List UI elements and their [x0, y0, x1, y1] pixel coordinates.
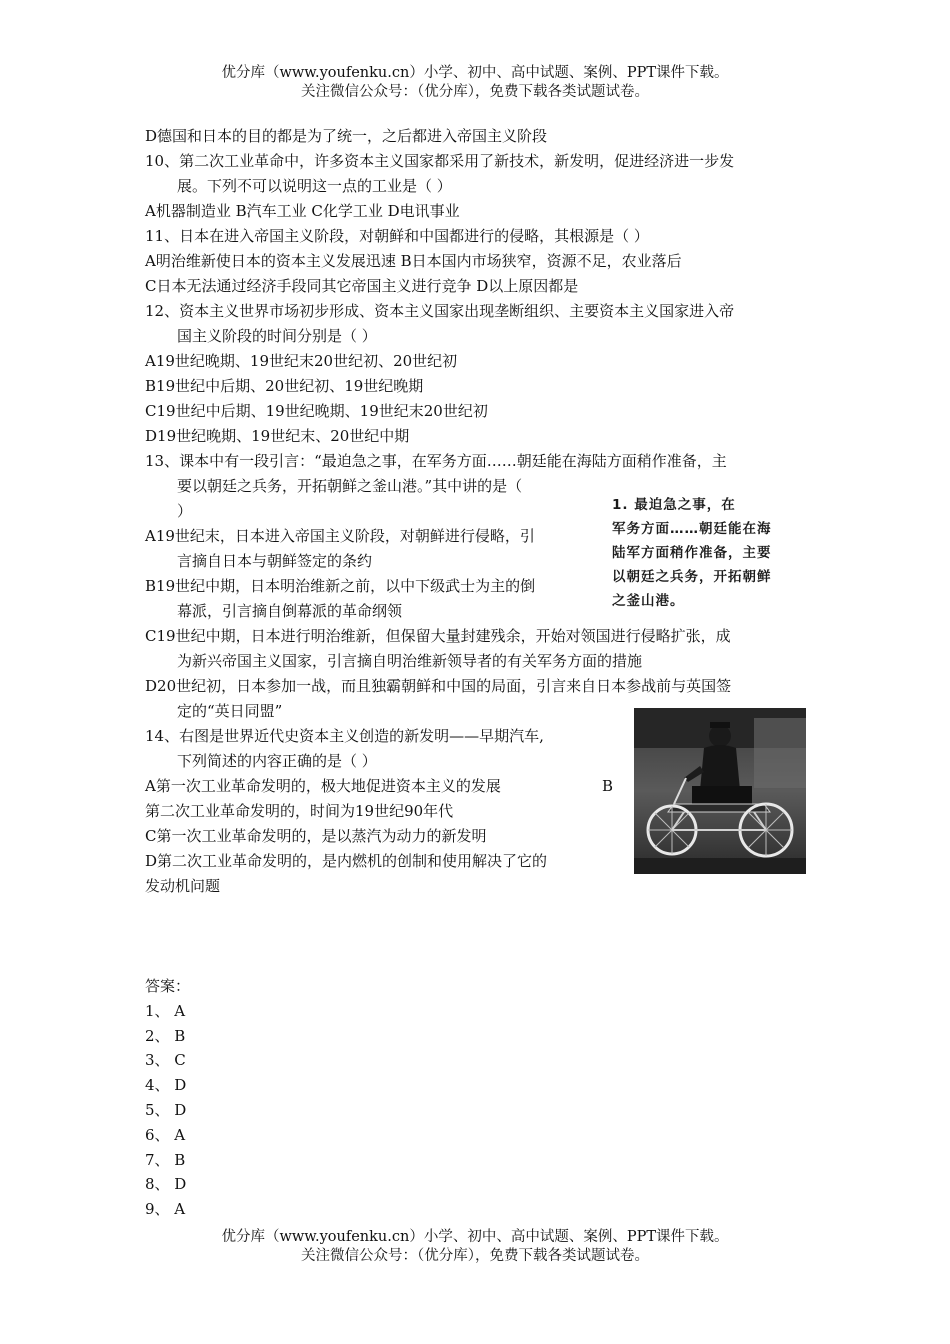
quote-line: 军务方面……朝廷能在海	[612, 521, 772, 537]
q11-options-cd: C日本无法通过经济手段同其它帝国主义进行竞争 D以上原因都是	[145, 277, 579, 295]
q10-stem-2: 展。下列不可以说明这一点的工业是（ ）	[177, 177, 452, 195]
q13-stem-1: 13、课本中有一段引言：“最迫急之事，在军务方面……朝廷能在海陆方面稍作准备，主	[145, 452, 727, 470]
q10-options: A机器制造业 B汽车工业 C化学工业 D电讯事业	[145, 202, 460, 220]
q13-stem-2: 要以朝廷之兵务，开拓朝鲜之釜山港。”其中讲的是（	[177, 477, 523, 495]
answer-section	[145, 974, 809, 1222]
page-header	[0, 64, 950, 102]
answer-item: 5、 D	[145, 1100, 187, 1119]
early-automobile-photo	[634, 708, 806, 874]
q13-option-c-2: 为新兴帝国主义国家，引言摘自明治维新领导者的有关军务方面的措施	[177, 652, 643, 670]
quote-line: 以朝廷之兵务，开拓朝鲜	[612, 569, 772, 585]
q12-stem-1: 12、资本主义世界市场初步形成、资本主义国家出现垄断组织、主要资本主义国家进入帝	[145, 302, 735, 320]
q14-option-a: A第一次工业革命发明的，极大地促进资本主义的发展	[145, 777, 501, 795]
answer-item: 3、 C	[145, 1051, 186, 1070]
footer-line-1: 优分库（www.youfenku.cn）小学、初中、高中试题、案例、PPT课件下载。	[221, 1229, 729, 1245]
q13-option-b-1: B19世纪中期，日本明治维新之前，以中下级武士为主的倒	[145, 577, 536, 595]
q13-option-a-2: 言摘自日本与朝鲜签定的条约	[177, 552, 373, 570]
header-line-2: 关注微信公众号：（优分库），免费下载各类试题试卷。	[301, 84, 649, 100]
answer-item: 4、 D	[145, 1076, 187, 1095]
answer-item: 9、 A	[145, 1200, 186, 1219]
q12-option-b: B19世纪中后期、20世纪初、19世纪晚期	[145, 377, 424, 395]
q12-option-d: D19世纪晚期、19世纪末、20世纪中期	[145, 427, 410, 445]
page-footer	[0, 1228, 950, 1266]
q14-option-d-1: D第二次工业革命发明的，是内燃机的创制和使用解决了它的	[145, 852, 548, 870]
q14-option-d-2: 发动机问题	[145, 877, 221, 895]
quote-line: 之釜山港。	[612, 593, 685, 609]
answer-item: 6、 A	[145, 1125, 186, 1144]
q13-option-a-1: A19世纪末，日本进入帝国主义阶段，对朝鲜进行侵略，引	[145, 527, 535, 545]
q11-stem: 11、日本在进入帝国主义阶段，对朝鲜和中国都进行的侵略，其根源是（ ）	[145, 227, 649, 245]
q13-option-c-1: C19世纪中期，日本进行明治维新，但保留大量封建残余，开始对领国进行侵略扩张，成	[145, 627, 731, 645]
quote-excerpt-image	[612, 493, 802, 613]
q11-options-ab: A明治维新使日本的资本主义发展迅速 B日本国内市场狭窄，资源不足，农业落后	[145, 252, 682, 270]
q9-option-d: D德国和日本的目的都是为了统一，之后都进入帝国主义阶段	[145, 127, 548, 145]
car-photo-drawing	[634, 708, 806, 874]
q14-option-c: C第一次工业革命发明的，是以蒸汽为动力的新发明	[145, 827, 487, 845]
q13-option-d-2: 定的“英日同盟”	[177, 702, 283, 720]
q13-option-d-1: D20世纪初，日本参加一战，而且独霸朝鲜和中国的局面，引言来自日本参战前与英国签	[145, 677, 732, 695]
answer-item: 1、 A	[145, 1001, 186, 1020]
q13-stem-3: ）	[177, 502, 193, 520]
document-body	[145, 124, 809, 1222]
q12-stem-2: 国主义阶段的时间分别是（ ）	[177, 327, 377, 345]
q12-option-a: A19世纪晚期、19世纪末20世纪初、20世纪初	[145, 352, 458, 370]
q14-stem-1: 14、右图是世界近代史资本主义创造的新发明——早期汽车,	[145, 727, 544, 745]
footer-line-2: 关注微信公众号：（优分库），免费下载各类试题试卷。	[301, 1248, 649, 1264]
q10-stem-1: 10、第二次工业革命中，许多资本主义国家都采用了新技术，新发明，促进经济进一步发	[145, 152, 735, 170]
q14-option-a-row	[145, 774, 613, 799]
quote-line: 陆军方面稍作准备，主要	[612, 545, 772, 561]
q14-option-b: 第二次工业革命发明的，时间为19世纪90年代	[145, 802, 454, 820]
answer-item: 2、 B	[145, 1026, 186, 1045]
header-line-1: 优分库（www.youfenku.cn）小学、初中、高中试题、案例、PPT课件下载。	[221, 65, 729, 81]
answer-item: 8、 D	[145, 1175, 187, 1194]
q14-stem-2: 下列简述的内容正确的是（ ）	[177, 752, 377, 770]
quote-line: 1. 最迫急之事，在	[612, 497, 736, 513]
q13-option-b-2: 幕派，引言摘自倒幕派的革命纲领	[177, 602, 403, 620]
q14-option-b-letter: B	[601, 777, 613, 795]
answer-item: 7、 B	[145, 1150, 186, 1169]
q12-option-c: C19世纪中后期、19世纪晚期、19世纪末20世纪初	[145, 402, 488, 420]
answer-title: 答案：	[145, 977, 191, 995]
